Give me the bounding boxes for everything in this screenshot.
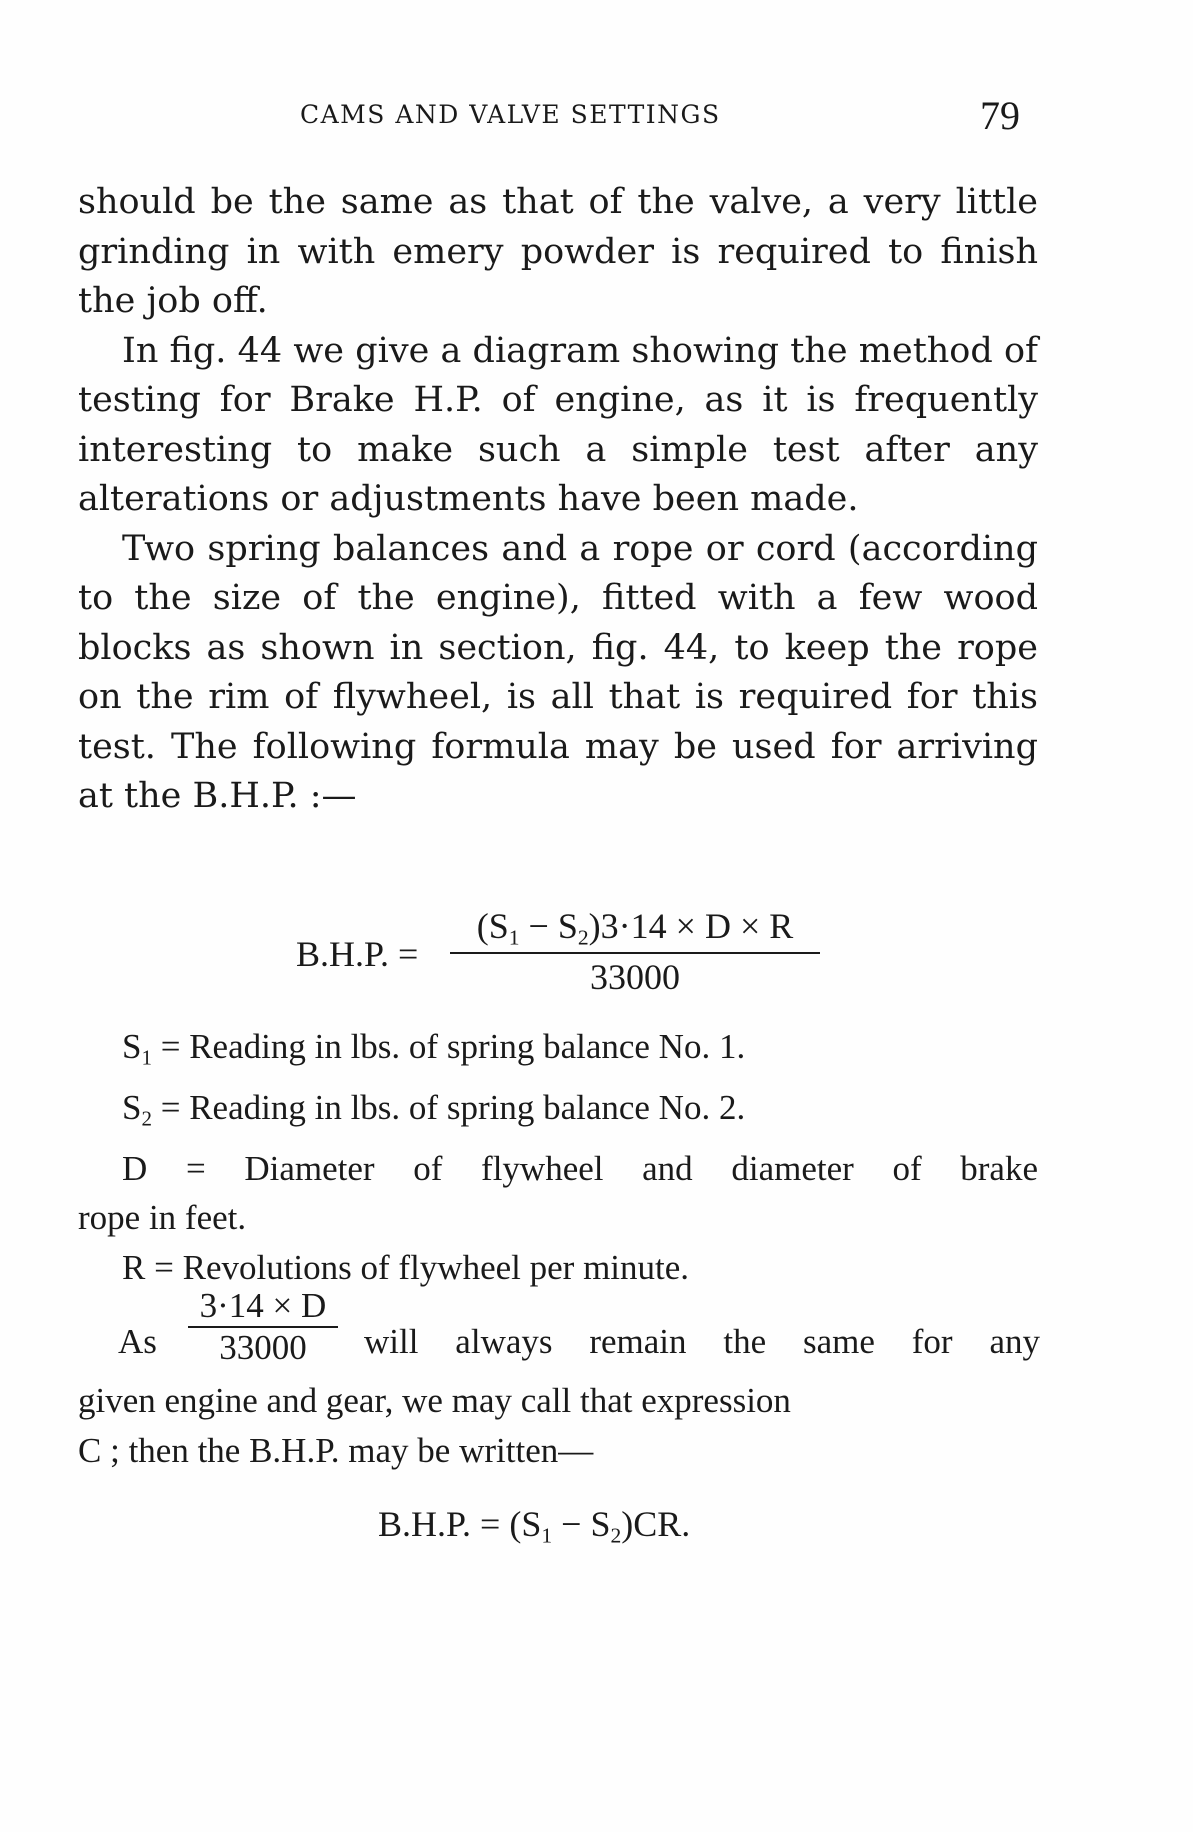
- num-part: (S: [476, 906, 509, 946]
- line: method of testing for Brake H.P. of engine, as: [78, 330, 1038, 420]
- line: blocks as shown in section, fig. 44, to keep the rope: [78, 627, 1038, 668]
- definition-d-cont: [78, 1193, 1038, 1243]
- closing-line: given engine and gear, we may call that expression: [78, 1381, 791, 1420]
- closing-paragraph: [78, 1376, 1038, 1475]
- line: to the size of the engine), fitted with a few wood: [78, 578, 1038, 618]
- constant-fraction: [188, 1286, 338, 1368]
- def-symbol: D: [122, 1148, 148, 1188]
- def-text: rope in feet.: [78, 1198, 247, 1238]
- paragraph-3: [78, 525, 1038, 822]
- line: to finish the job off.: [78, 231, 1038, 321]
- definitions: [78, 1022, 1038, 1292]
- bhp-formula: [296, 905, 856, 998]
- def-text: = Reading in lbs. of spring balance No. 1.: [151, 1027, 746, 1066]
- def-sub: 2: [141, 1106, 152, 1131]
- constant-denominator: 33000: [219, 1328, 307, 1367]
- def-sub: 1: [141, 1045, 152, 1070]
- def-text: = Revolutions of flywheel per minute.: [145, 1247, 690, 1287]
- definition-s2: [78, 1083, 1038, 1144]
- constant-text: will always remain the same for any: [364, 1322, 1040, 1361]
- line: should be the same as that of the valve, a very: [78, 182, 941, 222]
- formula-denominator: 33000: [590, 957, 680, 998]
- def-symbol: R: [122, 1247, 146, 1287]
- num-part: )3·14 × D × R: [588, 906, 794, 946]
- formula-numerator: [450, 905, 820, 954]
- num-part: − S: [519, 906, 578, 946]
- num-sub: 1: [508, 925, 520, 950]
- paragraph-2: [78, 327, 1038, 525]
- formula-part: B.H.P. = (S: [378, 1504, 542, 1544]
- line: Two spring balances and a rope or cord (according: [122, 528, 1038, 569]
- formula-lhs: B.H.P. =: [296, 934, 419, 974]
- constant-numerator: 3·14 × D: [188, 1286, 338, 1328]
- num-sub: 2: [577, 925, 589, 950]
- paragraph-1: [78, 178, 1038, 327]
- definition-s1: [78, 1022, 1038, 1083]
- formula-sub: 1: [541, 1523, 553, 1548]
- formula-fraction: [450, 905, 820, 998]
- running-title: CAMS AND VALVE SETTINGS: [300, 100, 721, 129]
- page-number: 79: [980, 93, 1020, 138]
- formula-part: − S: [552, 1504, 611, 1544]
- line: In fig. 44 we give a diagram showing the: [122, 330, 848, 371]
- def-symbol: S: [122, 1027, 142, 1066]
- line: arriving at the B.H.P. :—: [78, 726, 1038, 816]
- def-symbol: S: [122, 1087, 142, 1127]
- line: it is frequently interesting to make such a simple: [78, 380, 1039, 470]
- definition-r: [78, 1243, 1038, 1293]
- line: this test. The following formula may be used for: [78, 677, 1038, 767]
- simplified-formula: [378, 1503, 690, 1548]
- formula-sub: 2: [610, 1523, 622, 1548]
- line: little grinding in with emery powder is required: [78, 182, 1038, 272]
- closing-line: C ; then the B.H.P. may be written—: [78, 1430, 594, 1470]
- as-word: As: [118, 1322, 157, 1361]
- formula-part: )CR.: [621, 1504, 691, 1544]
- constant-expression: [118, 1286, 1038, 1386]
- def-text: = Reading in lbs. of spring balance No. 2.: [151, 1087, 746, 1127]
- body-text: [78, 178, 1038, 822]
- line: test after any alterations or adjustments have been: [78, 429, 1038, 519]
- def-text: = Diameter of flywheel and diameter of brake: [147, 1148, 1038, 1188]
- line: made.: [750, 479, 859, 519]
- line: on the rim of flywheel, is all that is required for: [78, 677, 958, 717]
- definition-d: [78, 1144, 1038, 1194]
